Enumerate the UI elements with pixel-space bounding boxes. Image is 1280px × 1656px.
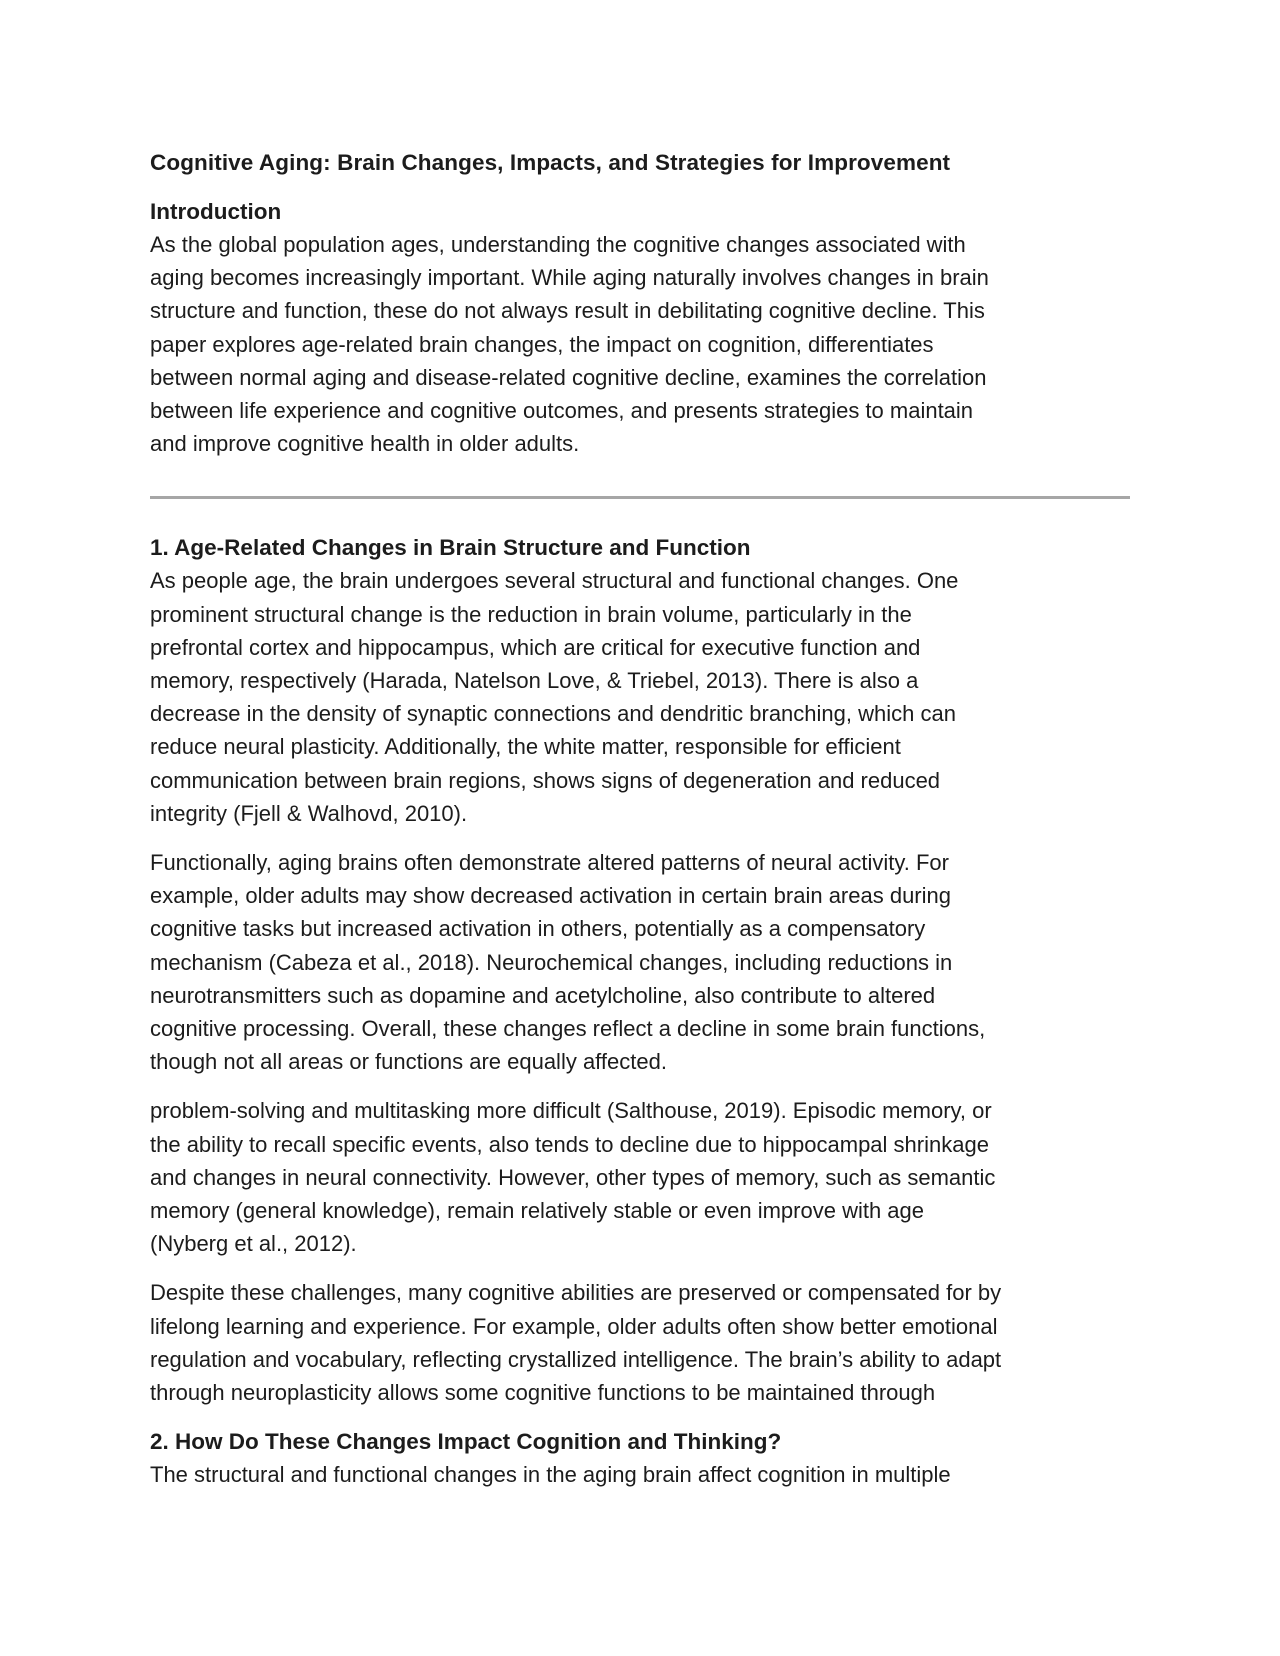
section-2-paragraph-1 [150, 1458, 1130, 1491]
text-line: integrity (Fjell & Walhovd, 2010). [150, 800, 468, 826]
text-line: prefrontal cortex and hippocampus, which are critical for executive function and [150, 634, 921, 660]
text-line: through neuroplasticity allows some cognitive functions to be maintained through [150, 1380, 936, 1406]
text-line: communication between brain regions, shows signs of degeneration and reduced [150, 767, 941, 793]
intro-heading: Introduction [150, 199, 282, 224]
text-line: Despite these challenges, many cognitive abilities are preserved or compensated for by [150, 1280, 1002, 1306]
text-line: aging becomes increasingly important. While aging naturally involves changes in brain [150, 265, 989, 291]
text-line: between life experience and cognitive outcomes, and presents strategies to maintain [150, 398, 974, 424]
text-line: and changes in neural connectivity. However, other types of memory, such as semantic [150, 1164, 996, 1190]
section-1-paragraph-3 [150, 1094, 1130, 1260]
text-line: prominent structural change is the reduction in brain volume, particularly in the [150, 601, 912, 627]
text-line: Functionally, aging brains often demonstrate altered patterns of neural activity. For [150, 850, 949, 876]
text-line: and improve cognitive health in older adults. [150, 431, 580, 457]
text-line: between normal aging and disease-related cognitive decline, examines the correlation [150, 364, 987, 390]
text-line: The structural and functional changes in the aging brain affect cognition in multiple [150, 1462, 951, 1488]
document-title: Cognitive Aging: Brain Changes, Impacts, and Strategies for Improvement [150, 150, 951, 175]
text-line: example, older adults may show decreased activation in certain brain areas during [150, 883, 951, 909]
document-page [150, 146, 1130, 1508]
text-line: though not all areas or functions are equally affected. [150, 1049, 667, 1075]
intro-paragraph [150, 228, 1130, 460]
text-line: regulation and vocabulary, reflecting crystallized intelligence. The brain’s ability to adapt [150, 1346, 1002, 1372]
text-line: As the global population ages, understanding the cognitive changes associated with [150, 232, 966, 257]
text-line: problem-solving and multitasking more difficult (Salthouse, 2019). Episodic memory, or [150, 1098, 992, 1124]
section-1-heading: 1. Age-Related Changes in Brain Structure and Function [150, 535, 751, 561]
text-line: memory (general knowledge), remain relatively stable or even improve with age [150, 1198, 925, 1224]
text-line: cognitive processing. Overall, these changes reflect a decline in some brain functions, [150, 1016, 986, 1042]
text-line: the ability to recall specific events, also tends to decline due to hippocampal shrinkage [150, 1131, 989, 1157]
text-line: lifelong learning and experience. For example, older adults often show better emotional [150, 1313, 998, 1339]
text-line: decrease in the density of synaptic connections and dendritic branching, which can [150, 701, 956, 727]
text-line: neurotransmitters such as dopamine and acetylcholine, also contribute to altered [150, 982, 936, 1008]
section-1-paragraph-1 [150, 564, 1130, 830]
text-line: (Nyberg et al., 2012). [150, 1231, 357, 1257]
text-line: mechanism (Cabeza et al., 2018). Neurochemical changes, including reductions in [150, 949, 953, 975]
text-line: As people age, the brain undergoes several structural and functional changes. One [150, 568, 959, 594]
text-line: reduce neural plasticity. Additionally, the white matter, responsible for efficient [150, 734, 901, 760]
text-line: structure and function, these do not always result in debilitating cognitive decline. This [150, 298, 985, 324]
text-line: cognitive tasks but increased activation in others, potentially as a compensatory [150, 916, 926, 942]
text-line: paper explores age-related brain changes, the impact on cognition, differentiates [150, 331, 934, 357]
section-1-paragraph-2 [150, 846, 1130, 1078]
section-1-paragraph-4 [150, 1276, 1130, 1409]
section-divider [150, 496, 1130, 499]
section-2-heading: 2. How Do These Changes Impact Cognition and Thinking? [150, 1429, 782, 1455]
text-line: memory, respectively (Harada, Natelson Love, & Triebel, 2013). There is also a [150, 668, 919, 694]
